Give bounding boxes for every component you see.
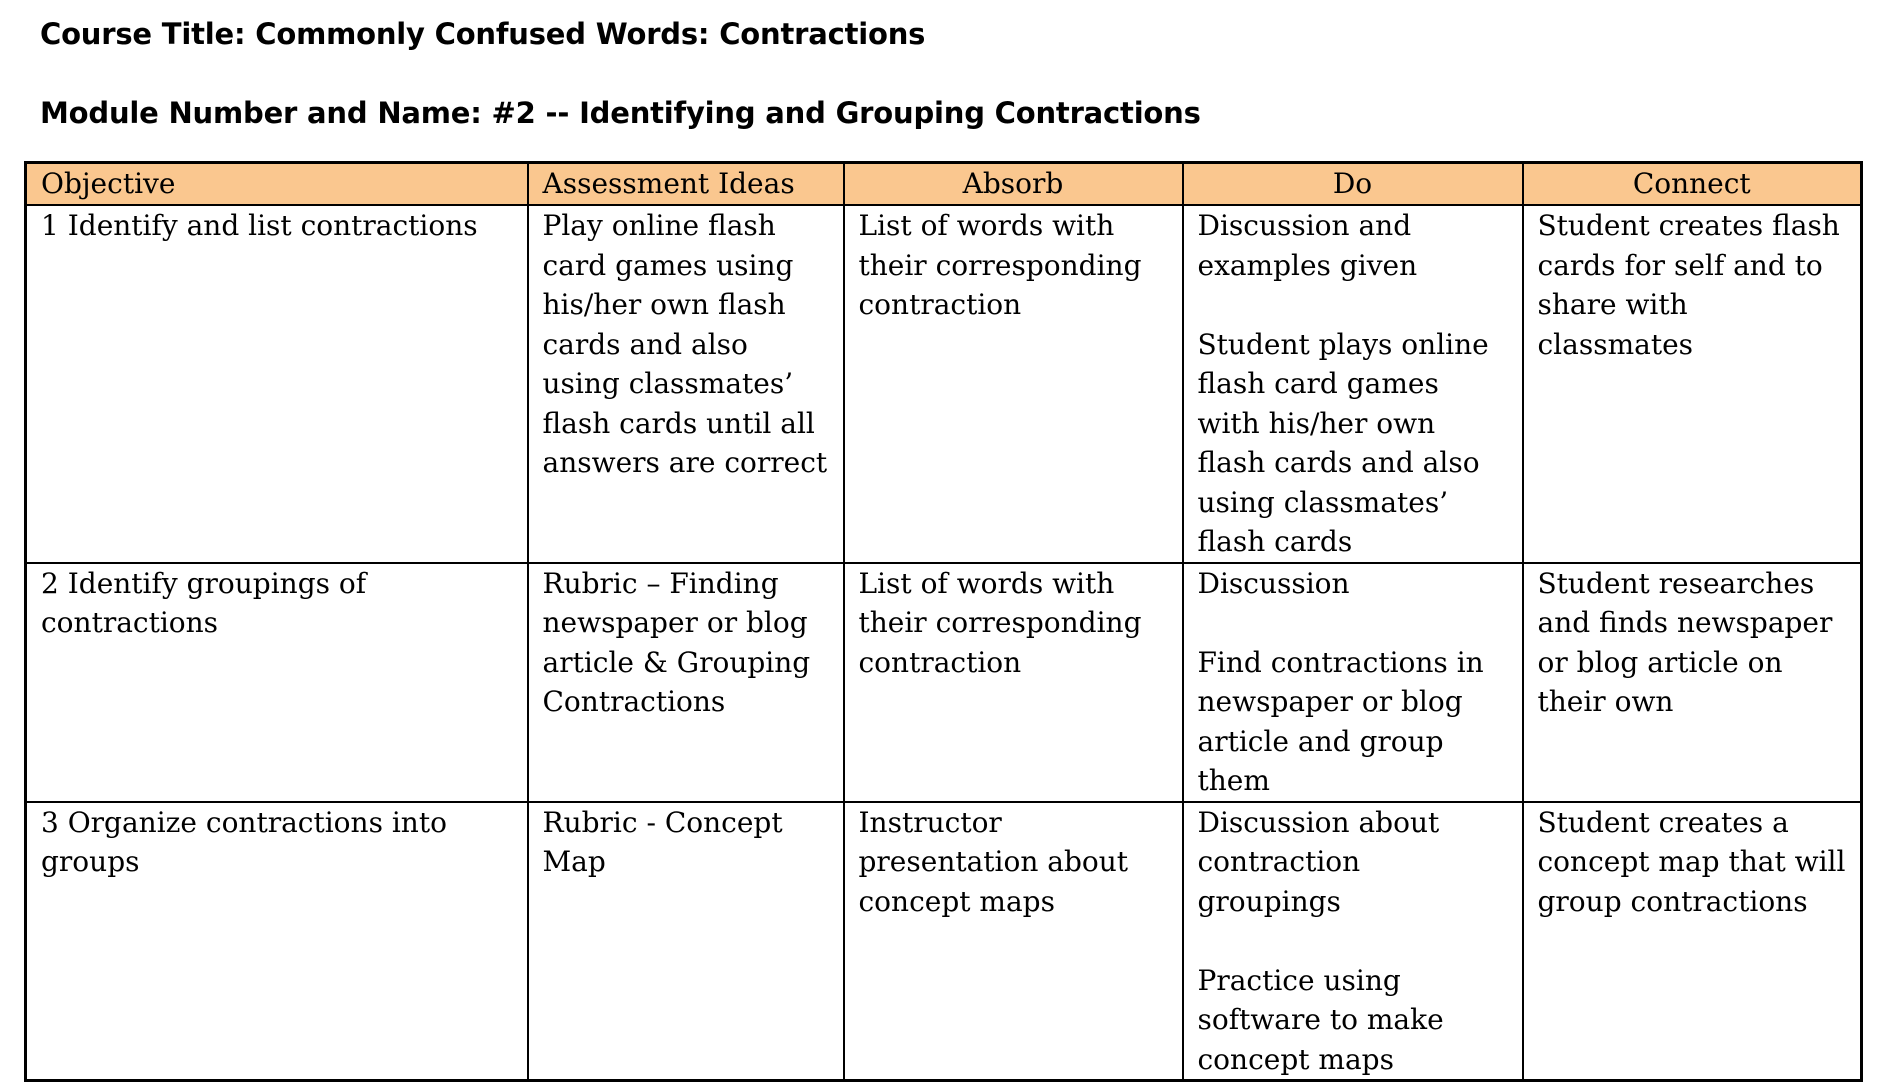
connect-cell: Student creates a concept map that will group contractions — [1523, 802, 1862, 1081]
assessment-cell: Rubric – Finding newspaper or blog article & Grouping Contractions — [528, 563, 844, 802]
assessment-cell: Rubric - Concept Map — [528, 802, 844, 1081]
absorb-cell: List of words with their corresponding contraction — [844, 563, 1183, 802]
table-row — [26, 563, 1862, 802]
connect-cell: Student creates flash cards for self and to share with classmates — [1523, 205, 1862, 563]
header-connect: Connect — [1523, 163, 1862, 206]
do-cell: Discussion Find contractions in newspaper or blog article and group them — [1183, 563, 1523, 802]
table-header-row — [26, 163, 1862, 206]
absorb-cell: Instructor presentation about concept maps — [844, 802, 1183, 1081]
assessment-cell: Play online flash card games using his/her own flash cards and also using classmates’ flash cards until all answers are correct — [528, 205, 844, 563]
header-objective: Objective — [26, 163, 528, 206]
objective-cell: 1 Identify and list contractions — [26, 205, 528, 563]
module-title: Module Number and Name: #2 -- Identifying and Grouping Contractions — [40, 96, 1201, 130]
connect-cell: Student researches and finds newspaper or blog article on their own — [1523, 563, 1862, 802]
header-absorb: Absorb — [844, 163, 1183, 206]
course-title: Course Title: Commonly Confused Words: Contractions — [40, 17, 926, 51]
header-do: Do — [1183, 163, 1523, 206]
module-plan-table — [24, 161, 1863, 1082]
do-cell: Discussion and examples given Student plays online flash card games with his/her own flash cards and also using classmates’ flash cards — [1183, 205, 1523, 563]
table-row — [26, 205, 1862, 563]
do-cell: Discussion about contraction groupings Practice using software to make concept maps — [1183, 802, 1523, 1081]
header-assessment-ideas: Assessment Ideas — [528, 163, 844, 206]
absorb-cell: List of words with their corresponding contraction — [844, 205, 1183, 563]
objective-cell: 2 Identify groupings of contractions — [26, 563, 528, 802]
objective-cell: 3 Organize contractions into groups — [26, 802, 528, 1081]
table-row — [26, 802, 1862, 1081]
